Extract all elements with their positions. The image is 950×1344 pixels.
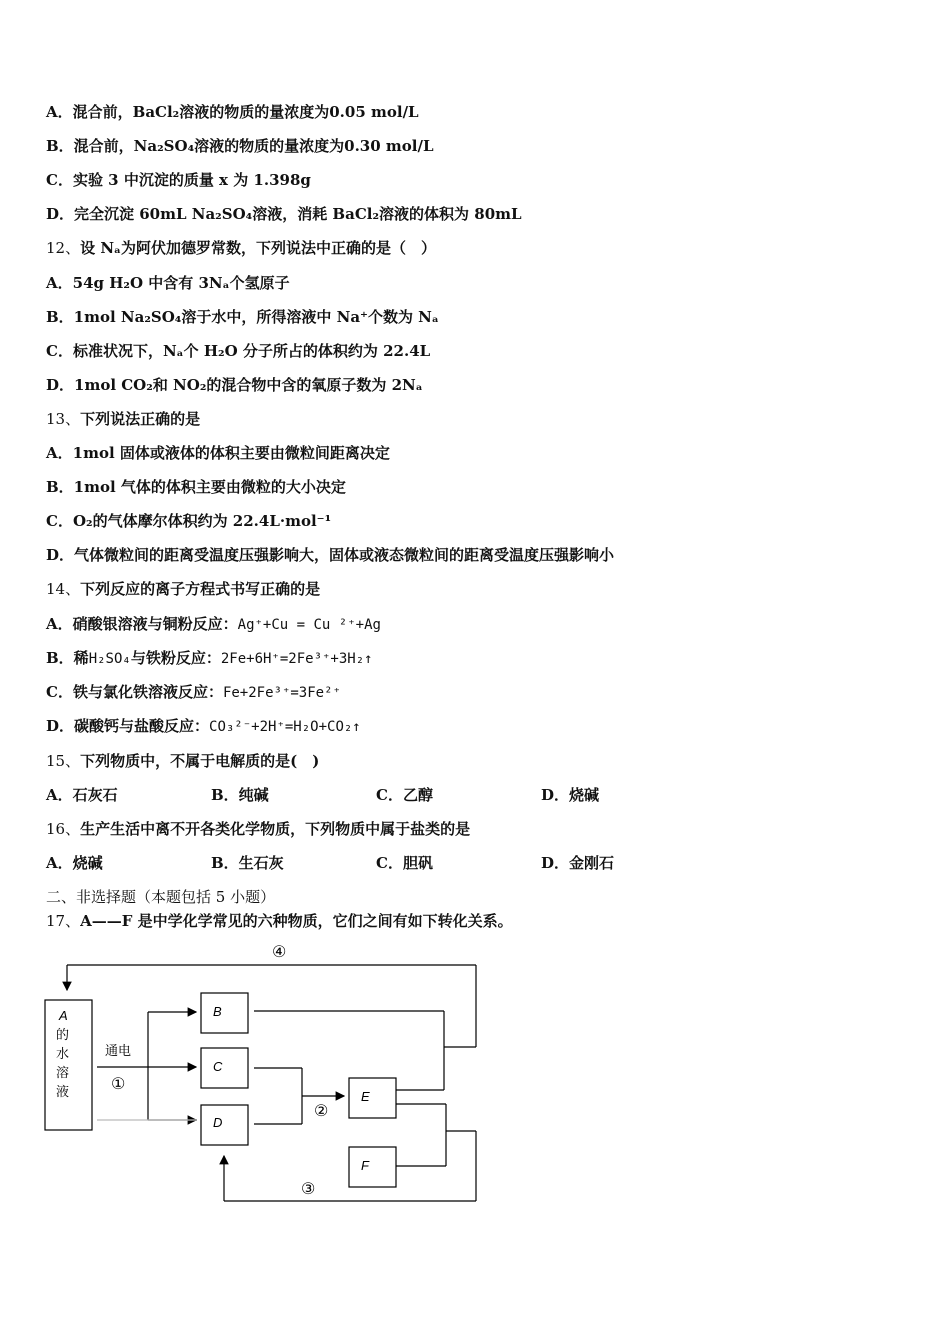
box-f-label: F <box>361 1158 369 1173</box>
q15-number: 15、 <box>46 752 81 770</box>
q14-option-b <box>46 648 373 669</box>
step-2-label: ② <box>314 1103 329 1120</box>
q12-option-d: D．1mol CO₂和 NO₂的混合物中含的氧原子数为 2Nₐ <box>46 376 423 394</box>
box-d <box>201 1105 248 1145</box>
q16-number: 16、 <box>46 820 81 838</box>
box-c <box>201 1048 248 1088</box>
step-1-label: ① <box>111 1076 126 1093</box>
q12-option-a: A．54g H₂O 中含有 3Nₐ个氢原子 <box>46 274 290 292</box>
box-b <box>201 993 248 1033</box>
box-b-label: B <box>213 1004 222 1019</box>
box-a-label-2: 水 <box>56 1046 70 1061</box>
step-4-label: ④ <box>272 944 287 961</box>
q15-option-b: B．纯碱 <box>211 786 269 804</box>
q14-option-d <box>46 716 361 737</box>
transformation-diagram <box>40 938 500 1228</box>
q16-option-b: B．生石灰 <box>211 854 284 872</box>
q14-stem <box>46 579 320 599</box>
box-e <box>349 1078 396 1118</box>
q15-option-a: A．石灰石 <box>46 786 118 804</box>
box-a-label-0: A <box>59 1008 68 1023</box>
q13-option-a: A．1mol 固体或液体的体积主要由微粒间距离决定 <box>46 444 390 462</box>
electrolysis-label: 通电 <box>105 1043 132 1058</box>
q16-option-a: A．烧碱 <box>46 854 103 872</box>
q14-b-equation: 2Fe+6H⁺=2Fe³⁺+3H₂↑ <box>220 651 373 667</box>
q14-b-label: B．稀 <box>46 649 89 667</box>
q14-stem-text: 下列反应的离子方程式书写正确的是 <box>80 580 321 598</box>
q13-stem <box>46 409 200 429</box>
q14-a-equation: Ag⁺+Cu = Cu ²⁺+Ag <box>237 617 381 633</box>
q13-number: 13、 <box>46 410 81 428</box>
box-a-label-4: 液 <box>56 1084 70 1099</box>
q14-d-label: D．碳酸钙与盐酸反应： <box>46 717 210 735</box>
q17-stem <box>46 911 513 931</box>
q17-stem-text: A——F 是中学化学常见的六种物质，它们之间有如下转化关系。 <box>80 912 513 930</box>
step-3-label: ③ <box>301 1181 316 1198</box>
q12-stem-text: 设 Nₐ为阿伏加德罗常数，下列说法中正确的是（ ） <box>80 239 437 257</box>
q13-option-b: B．1mol 气体的体积主要由微粒的大小决定 <box>46 478 346 496</box>
q15-stem <box>46 751 319 771</box>
q12-option-c: C．标准状况下，Nₐ个 H₂O 分子所占的体积约为 22.4L <box>46 342 431 360</box>
q16-options <box>46 853 614 873</box>
q11-option-a: A．混合前，BaCl₂溶液的物质的量浓度为0.05 mol/L <box>46 103 419 121</box>
q11-option-b: B．混合前，Na₂SO₄溶液的物质的量浓度为0.30 mol/L <box>46 137 434 155</box>
box-f <box>349 1147 396 1187</box>
box-e-label: E <box>361 1089 370 1104</box>
q11-option-c: C．实验 3 中沉淀的质量 x 为 1.398g <box>46 171 311 189</box>
q14-b-acid: H₂SO₄ <box>88 651 131 667</box>
q16-stem-text: 生产生活中离不开各类化学物质，下列物质中属于盐类的是 <box>80 820 471 838</box>
q14-b-label2: 与铁粉反应： <box>130 649 221 667</box>
q16-option-c: C．胆矾 <box>376 854 433 872</box>
q14-c-label: C．铁与氯化铁溶液反应： <box>46 683 223 701</box>
q13-option-c: C．O₂的气体摩尔体积约为 22.4L·mol⁻¹ <box>46 512 332 530</box>
q14-c-equation: Fe+2Fe³⁺=3Fe²⁺ <box>222 685 341 701</box>
q13-option-d: D．气体微粒间的距离受温度压强影响大，固体或液态微粒间的距离受温度压强影响小 <box>46 546 615 564</box>
section-2-heading: 二、非选择题（本题包括 5 小题） <box>46 888 276 906</box>
q15-option-c: C．乙醇 <box>376 786 433 804</box>
q12-stem <box>46 238 436 258</box>
q15-stem-text: 下列物质中，不属于电解质的是( ) <box>80 752 320 770</box>
box-a-label-3: 溶 <box>56 1065 70 1080</box>
q14-option-a <box>46 614 381 635</box>
q14-d-equation: CO₃²⁻+2H⁺=H₂O+CO₂↑ <box>209 719 361 735</box>
q14-option-c <box>46 682 341 703</box>
q15-option-d: D．烧碱 <box>541 786 600 804</box>
q12-number: 12、 <box>46 239 81 257</box>
box-d-label: D <box>213 1115 223 1130</box>
q14-number: 14、 <box>46 580 81 598</box>
q11-option-d: D．完全沉淀 60mL Na₂SO₄溶液，消耗 BaCl₂溶液的体积为 80mL <box>46 205 522 223</box>
q16-stem <box>46 819 470 839</box>
q16-option-d: D．金刚石 <box>541 854 615 872</box>
q14-a-label: A．硝酸银溶液与铜粉反应： <box>46 615 238 633</box>
q17-number: 17、 <box>46 912 81 930</box>
q15-options <box>46 785 599 805</box>
q12-option-b: B．1mol Na₂SO₄溶于水中，所得溶液中 Na⁺个数为 Nₐ <box>46 308 439 326</box>
box-a-label-1: 的 <box>56 1027 70 1042</box>
q13-stem-text: 下列说法正确的是 <box>80 410 201 428</box>
box-c-label: C <box>213 1059 223 1074</box>
